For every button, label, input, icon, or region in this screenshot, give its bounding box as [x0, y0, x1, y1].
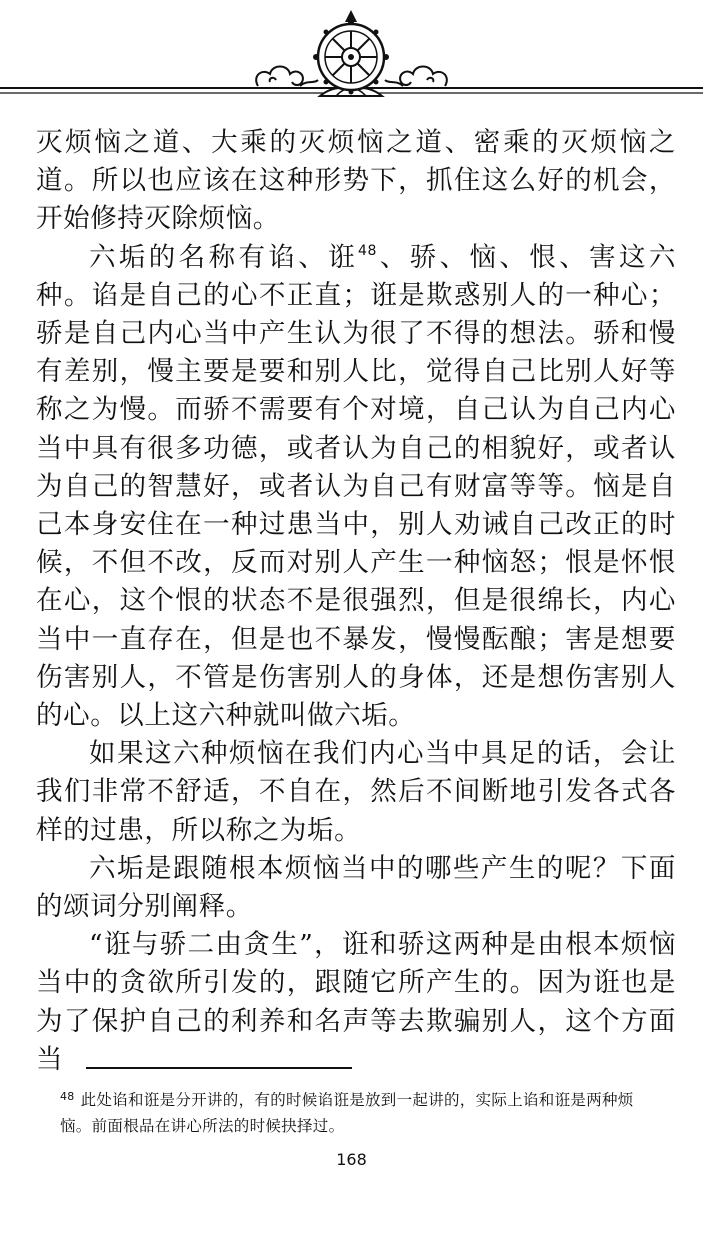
paragraph-2 — [36, 239, 676, 736]
paragraph-5: “诳与骄二由贪生”，诳和骄这两种是由根本烦恼当中的贪欲所引发的，跟随它所产生的。因为诳也是为了保护自己的利养和名声等去欺骗别人，这个方面当 — [36, 929, 676, 1075]
footnote-reference: 48 — [358, 242, 378, 259]
page-header-ornament — [0, 0, 703, 110]
cloud-scroll-icon — [256, 67, 318, 87]
page-number: 168 — [336, 1150, 367, 1169]
paragraph-1: 灭烦恼之道、大乘的灭烦恼之道、密乘的灭烦恼之道。所以也应该在这种形势下，抓住这么好的机会，开始修持灭除烦恼。 — [36, 127, 676, 235]
footnote-divider — [86, 1067, 352, 1069]
paragraph-3: 如果这六种烦恼在我们内心当中具足的话，会让我们非常不舒适，不自在，然后不间断地引发各式各样的过患，所以称之为垢。 — [36, 738, 676, 846]
footnote — [60, 1084, 648, 1139]
paragraph-4: 六垢是跟随根本烦恼当中的哪些产生的呢？下面的颂词分别阐释。 — [36, 852, 676, 923]
dharma-wheel-icon — [0, 0, 703, 110]
footnote-mark: 48 — [60, 1090, 75, 1103]
paragraph-2-after: 、骄、恼、恨、害这六种。谄是自己的心不正直；诳是欺惑别人的一种心；骄是自己内心当中产生认为很了不得的想法。骄和慢有差别，慢主要是要和别人比，觉得自己比别人好等称之为慢。而骄不需要有个对境，自己认为自己内心当中具有很多功德，或者认为自己的相貌好，或者认为自己的智慧好，或者认为自己有财富等等。恼是自己本身安住在一种过患当中，别人劝诫自己改正的时候，不但不改，反而对别人产生一种恼怒；恨是怀恨在心，这个恨的状态不是很强烈，但是很绵长，内心当中一直存在，但是也不暴发，慢慢酝酿；害是想要伤害别人，不管是伤害别人的身体，还是想伤害别人的心。以上这六种就叫做六垢。 — [36, 241, 676, 732]
footnote-text: 此处谄和诳是分开讲的，有的时候谄诳是放到一起讲的，实际上谄和诳是两种烦恼。前面根品在讲心所法的时候抉择过。 — [60, 1091, 634, 1135]
paragraph-2-before: 六垢的名称有谄、诳 — [89, 241, 359, 273]
main-text — [36, 124, 676, 1079]
